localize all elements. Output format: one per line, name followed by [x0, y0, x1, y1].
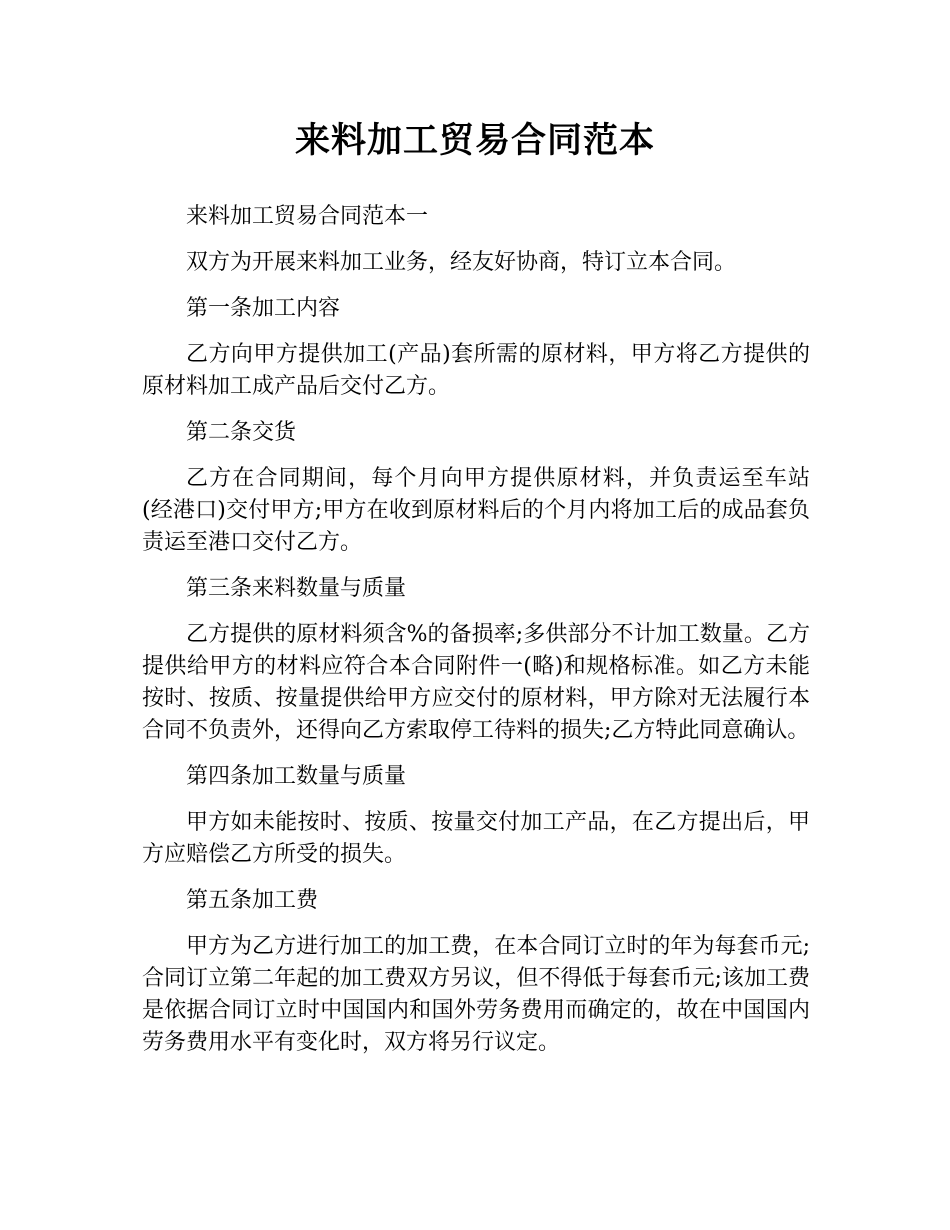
- article-heading: 第三条来料数量与质量: [186, 576, 407, 601]
- paragraph: 甲方如未能按时、按质、按量交付加工产品，在乙方提出后，甲方应赔偿乙方所受的损失。: [142, 810, 810, 867]
- paragraph: 甲方为乙方进行加工的加工费，在本合同订立时的年为每套币元;合同订立第二年起的加工费双方另议，但不得低于每套币元;该加工费是依据合同订立时中国国内和国外劳务费用而确定的，故在中国国内劳务费用水平有变化时，双方将另行议定。: [142, 934, 810, 1055]
- paragraph: 乙方向甲方提供加工(产品)套所需的原材料，甲方将乙方提供的原材料加工成产品后交付乙方。: [142, 342, 810, 399]
- paragraph: 双方为开展来料加工业务，经友好协商，特订立本合同。: [186, 250, 737, 275]
- article-heading: 第二条交货: [186, 420, 297, 445]
- paragraph: 乙方在合同期间，每个月向甲方提供原材料，并负责运至车站(经港口)交付甲方;甲方在收到原材料后的个月内将加工后的成品套负责运至港口交付乙方。: [142, 466, 810, 555]
- article-heading: 第五条加工费: [186, 888, 319, 913]
- article-heading: 第四条加工数量与质量: [186, 764, 407, 789]
- document-title: 来料加工贸易合同范本: [294, 121, 655, 161]
- document-body: [142, 201, 810, 1073]
- article-heading: 第一条加工内容: [186, 296, 341, 321]
- paragraph: 乙方提供的原材料须含%的备损率;多供部分不计加工数量。乙方提供给甲方的材料应符合本合同附件一(略)和规格标准。如乙方未能按时、按质、按量提供给甲方应交付的原材料，甲方除对无法履行本合同不负责外，还得向乙方索取停工待料的损失;乙方特此同意确认。: [142, 622, 810, 743]
- section-heading: 来料加工贸易合同范本一: [186, 204, 429, 229]
